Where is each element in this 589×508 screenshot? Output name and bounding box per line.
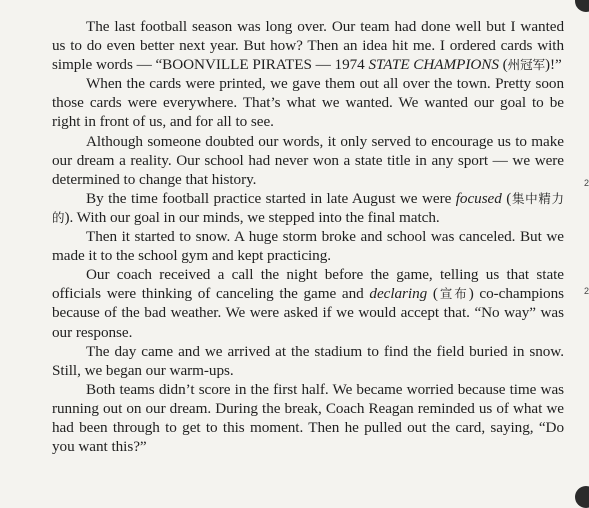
italic-term: focused bbox=[455, 189, 502, 207]
margin-digit: 2 bbox=[583, 286, 589, 296]
italic-term: declaring bbox=[369, 285, 428, 303]
text-run: When the cards were printed, we gave them out all over the town. Pretty soon those cards were everywhere. That’s what we wanted. We wanted our goal to be right in front of us, and for all to see. bbox=[52, 75, 564, 131]
text-run: Both teams didn’t score in the first half. We became worried because time was running out on our dream. During the break, Coach Reagan reminded us of what we had been through to get to this moment. Then he pulled out the card, saying, “Do you want this?” bbox=[52, 380, 564, 456]
text-run: The day came and we arrived at the stadium to find the field buried in snow. Still, we began our warm-ups. bbox=[52, 342, 564, 379]
chinese-gloss: 州冠军 bbox=[507, 57, 546, 73]
text-run: Then it started to snow. A huge storm broke and school was canceled. But we made it to the school gym and kept practicing. bbox=[52, 228, 564, 265]
passage-paragraph bbox=[52, 265, 564, 341]
text-run: )!” bbox=[545, 56, 562, 74]
text-run: By the time football practice started in late August we were bbox=[86, 189, 456, 207]
italic-term: STATE CHAMPIONS bbox=[368, 56, 499, 74]
passage-paragraph bbox=[52, 227, 564, 265]
text-run: ( bbox=[427, 285, 438, 303]
chinese-gloss: 宣布 bbox=[437, 286, 469, 302]
passage-paragraph bbox=[52, 132, 564, 189]
text-run: Although someone doubted our words, it only served to encourage us to make our dream a reality. Our school had never won a state title in any sport — we were determined to change that history. bbox=[52, 132, 564, 188]
passage-paragraph bbox=[52, 17, 564, 74]
text-run: Our coach received a call the night before the game, telling us that state officials were thinking of canceling the game and bbox=[52, 266, 564, 303]
passage-paragraph bbox=[52, 74, 564, 131]
margin-digit: 2 bbox=[583, 178, 589, 188]
text-run: ( bbox=[501, 189, 512, 207]
passage-paragraph bbox=[52, 189, 564, 227]
text-run: ). With our goal in our minds, we stepped into the final match. bbox=[64, 208, 440, 226]
passage-paragraph bbox=[52, 380, 564, 456]
chinese-gloss: 集中精力的 bbox=[52, 190, 564, 225]
passage-paragraph bbox=[52, 342, 564, 380]
text-run: ( bbox=[498, 56, 508, 74]
text-run: ) co-champions because of the bad weather. We were asked if we would accept that. “No way” was our response. bbox=[52, 285, 564, 341]
page-edge-marker-bottom bbox=[575, 486, 589, 508]
reading-passage bbox=[52, 17, 564, 456]
text-run: The last football season was long over. Our team had done well but I wanted us to do even better next year. But how? Then an idea hit me. I ordered cards with simple words — “BOONVILLE PIRATES — 1974 bbox=[52, 18, 564, 74]
page-edge-marker-top bbox=[575, 0, 589, 12]
